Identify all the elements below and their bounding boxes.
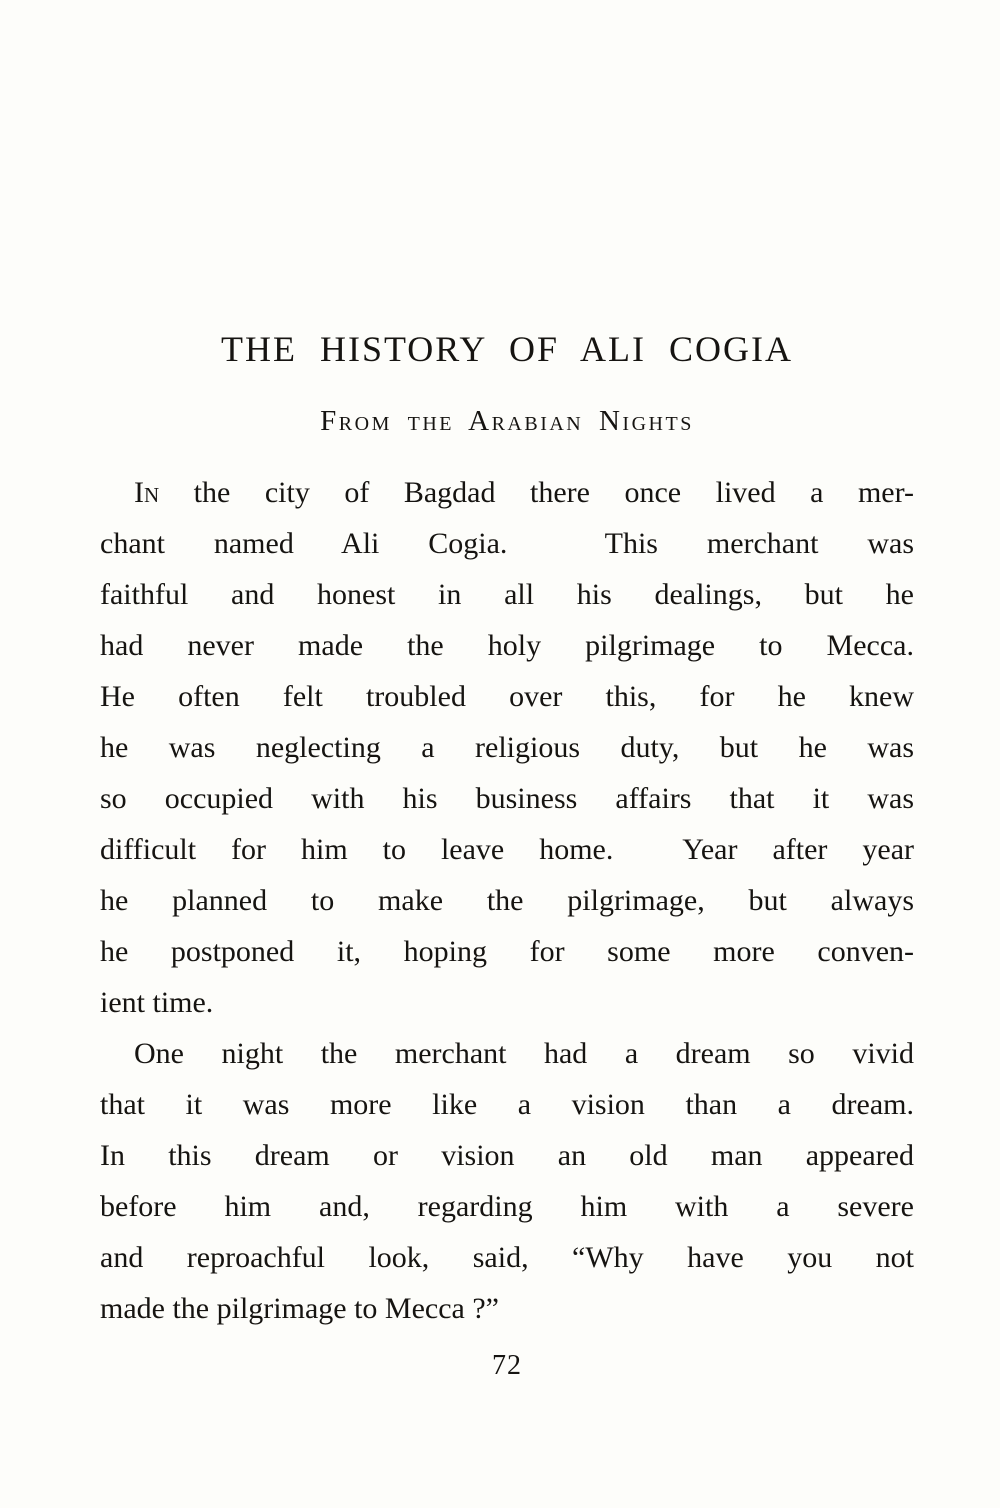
body-text	[100, 467, 914, 1334]
text-line: that it was more like a vision than a dream.	[100, 1088, 914, 1122]
text-line: had never made the holy pilgrimage to Mecca.	[100, 629, 914, 663]
text-line: he planned to make the pilgrimage, but always	[100, 884, 914, 918]
smallcaps-lead: In	[134, 476, 160, 510]
text-line: so occupied with his business affairs that it was	[100, 782, 914, 816]
text-line: In the city of Bagdad there once lived a mer-	[134, 476, 914, 510]
text-line: before him and, regarding him with a severe	[100, 1190, 914, 1224]
text-line: he was neglecting a religious duty, but he was	[100, 731, 914, 765]
page-subtitle: From the Arabian Nights	[320, 404, 694, 437]
text-line: faithful and honest in all his dealings, but he	[100, 578, 914, 612]
text-line: In this dream or vision an old man appeared	[100, 1139, 914, 1173]
page-number: 72	[492, 1350, 522, 1382]
text-line: he postponed it, hoping for some more conven-	[100, 935, 914, 969]
text-line: difficult for him to leave home. Year after year	[100, 833, 914, 867]
text-line: ient time.	[100, 986, 214, 1020]
text-line: He often felt troubled over this, for he knew	[100, 680, 914, 714]
text-line: made the pilgrimage to Mecca ?”	[100, 1292, 499, 1326]
text-line: and reproachful look, said, “Why have you not	[100, 1241, 914, 1275]
text-line: chant named Ali Cogia. This merchant was	[100, 527, 914, 561]
text-line: One night the merchant had a dream so vivid	[134, 1037, 914, 1071]
page-title: THE HISTORY OF ALI COGIA	[220, 329, 793, 369]
